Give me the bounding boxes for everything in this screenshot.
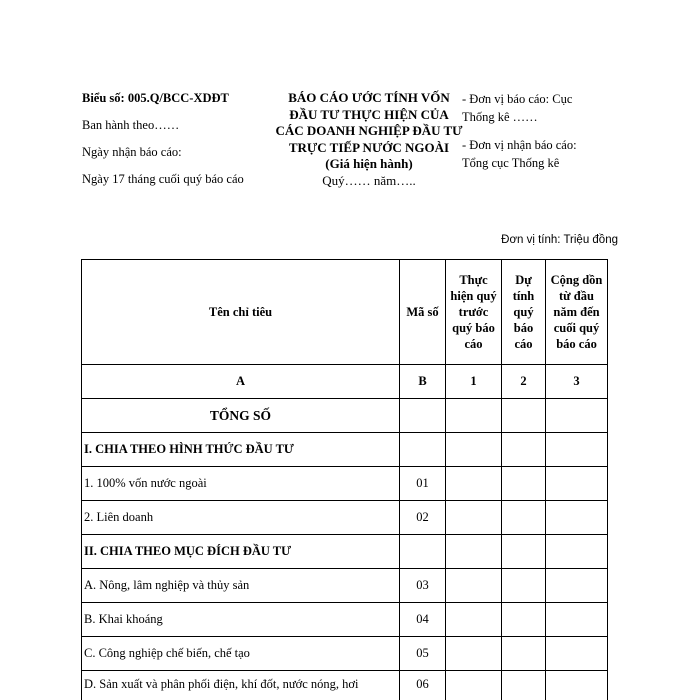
price-basis: (Giá hiện hành) bbox=[325, 156, 413, 171]
cell-col3[interactable] bbox=[546, 501, 608, 535]
index-2: 2 bbox=[502, 365, 546, 399]
table-row bbox=[82, 603, 608, 637]
cell-col1[interactable] bbox=[446, 433, 502, 467]
cell-col2[interactable] bbox=[502, 637, 546, 671]
row-name: 1. 100% vốn nước ngoài bbox=[82, 467, 400, 501]
index-a: A bbox=[82, 365, 400, 399]
cell-col1[interactable] bbox=[446, 671, 502, 700]
cell-col3[interactable] bbox=[546, 467, 608, 501]
row-name: B. Khai khoáng bbox=[82, 603, 400, 637]
cell-col1[interactable] bbox=[446, 501, 502, 535]
cell-col1[interactable] bbox=[446, 637, 502, 671]
row-code: 05 bbox=[400, 637, 446, 671]
cell-col2[interactable] bbox=[502, 603, 546, 637]
issued-by: Ban hành theo…… bbox=[82, 118, 180, 132]
row-name: TỔNG SỐ bbox=[82, 399, 400, 433]
row-code: 06 bbox=[400, 671, 446, 700]
row-code: 04 bbox=[400, 603, 446, 637]
cell-col3[interactable] bbox=[546, 671, 608, 700]
row-name: A. Nông, lâm nghiệp và thủy sản bbox=[82, 569, 400, 603]
cell-col1[interactable] bbox=[446, 569, 502, 603]
unit-info bbox=[462, 90, 602, 172]
table-row bbox=[82, 433, 608, 467]
header-col2: Dự tính quý báo cáo bbox=[502, 260, 546, 365]
header-col1: Thực hiện quý trước quý báo cáo bbox=[446, 260, 502, 365]
table-row bbox=[82, 637, 608, 671]
cell-col3[interactable] bbox=[546, 535, 608, 569]
cell-col1[interactable] bbox=[446, 467, 502, 501]
row-code: 02 bbox=[400, 501, 446, 535]
cell-col2[interactable] bbox=[502, 399, 546, 433]
row-code: 03 bbox=[400, 569, 446, 603]
form-number: Biểu số: 005.Q/BCC-XDĐT bbox=[82, 91, 229, 105]
cell-col3[interactable] bbox=[546, 433, 608, 467]
cell-col3[interactable] bbox=[546, 637, 608, 671]
reporting-unit: - Đơn vị báo cáo: Cục Thống kê …… bbox=[462, 92, 573, 124]
received-label: Ngày nhận báo cáo: bbox=[82, 145, 182, 159]
form-info bbox=[82, 90, 282, 198]
row-name: 2. Liên doanh bbox=[82, 501, 400, 535]
table-row bbox=[82, 671, 608, 700]
cell-col1[interactable] bbox=[446, 399, 502, 433]
index-b: B bbox=[400, 365, 446, 399]
report-period: Quý…… năm….. bbox=[322, 172, 416, 188]
report-heading bbox=[274, 90, 464, 189]
cell-col1[interactable] bbox=[446, 535, 502, 569]
receiving-unit: - Đơn vị nhận báo cáo: Tổng cục Thống kê bbox=[462, 138, 577, 170]
table-row bbox=[82, 501, 608, 535]
row-name: II. CHIA THEO MỤC ĐÍCH ĐẦU TƯ bbox=[82, 535, 400, 569]
row-name: C. Công nghiệp chế biến, chế tạo bbox=[82, 637, 400, 671]
cell-col3[interactable] bbox=[546, 569, 608, 603]
measurement-unit: Đơn vị tính: Triệu đồng bbox=[501, 234, 618, 246]
header-code: Mã số bbox=[400, 260, 446, 365]
table-header-row bbox=[82, 260, 608, 365]
row-code[interactable] bbox=[400, 399, 446, 433]
header-col3: Cộng dồn từ đầu năm đến cuối quý báo cáo bbox=[546, 260, 608, 365]
cell-col2[interactable] bbox=[502, 569, 546, 603]
cell-col3[interactable] bbox=[546, 399, 608, 433]
table-row bbox=[82, 467, 608, 501]
cell-col2[interactable] bbox=[502, 433, 546, 467]
table-row bbox=[82, 569, 608, 603]
cell-col2[interactable] bbox=[502, 467, 546, 501]
index-1: 1 bbox=[446, 365, 502, 399]
row-code bbox=[400, 535, 446, 569]
cell-col3[interactable] bbox=[546, 603, 608, 637]
row-name: I. CHIA THEO HÌNH THỨC ĐẦU TƯ bbox=[82, 433, 400, 467]
row-code bbox=[400, 433, 446, 467]
row-code: 01 bbox=[400, 467, 446, 501]
index-3: 3 bbox=[546, 365, 608, 399]
row-name: D. Sản xuất và phân phối điện, khí đốt, nước nóng, hơi bbox=[82, 671, 400, 700]
table-row bbox=[82, 399, 608, 433]
table-row bbox=[82, 535, 608, 569]
report-title: BÁO CÁO ƯỚC TÍNH VỐN ĐẦU TƯ THỰC HIỆN CỦA CÁC DOANH NGHIỆP ĐẦU TƯ TRỰC TIẾP NƯỚC NGOÀI bbox=[275, 90, 463, 155]
column-index-row bbox=[82, 365, 608, 399]
cell-col2[interactable] bbox=[502, 501, 546, 535]
header-name: Tên chỉ tiêu bbox=[82, 260, 400, 365]
cell-col2[interactable] bbox=[502, 671, 546, 700]
cell-col2[interactable] bbox=[502, 535, 546, 569]
report-table bbox=[81, 259, 608, 700]
received-date: Ngày 17 tháng cuối quý báo cáo bbox=[82, 172, 244, 186]
cell-col1[interactable] bbox=[446, 603, 502, 637]
